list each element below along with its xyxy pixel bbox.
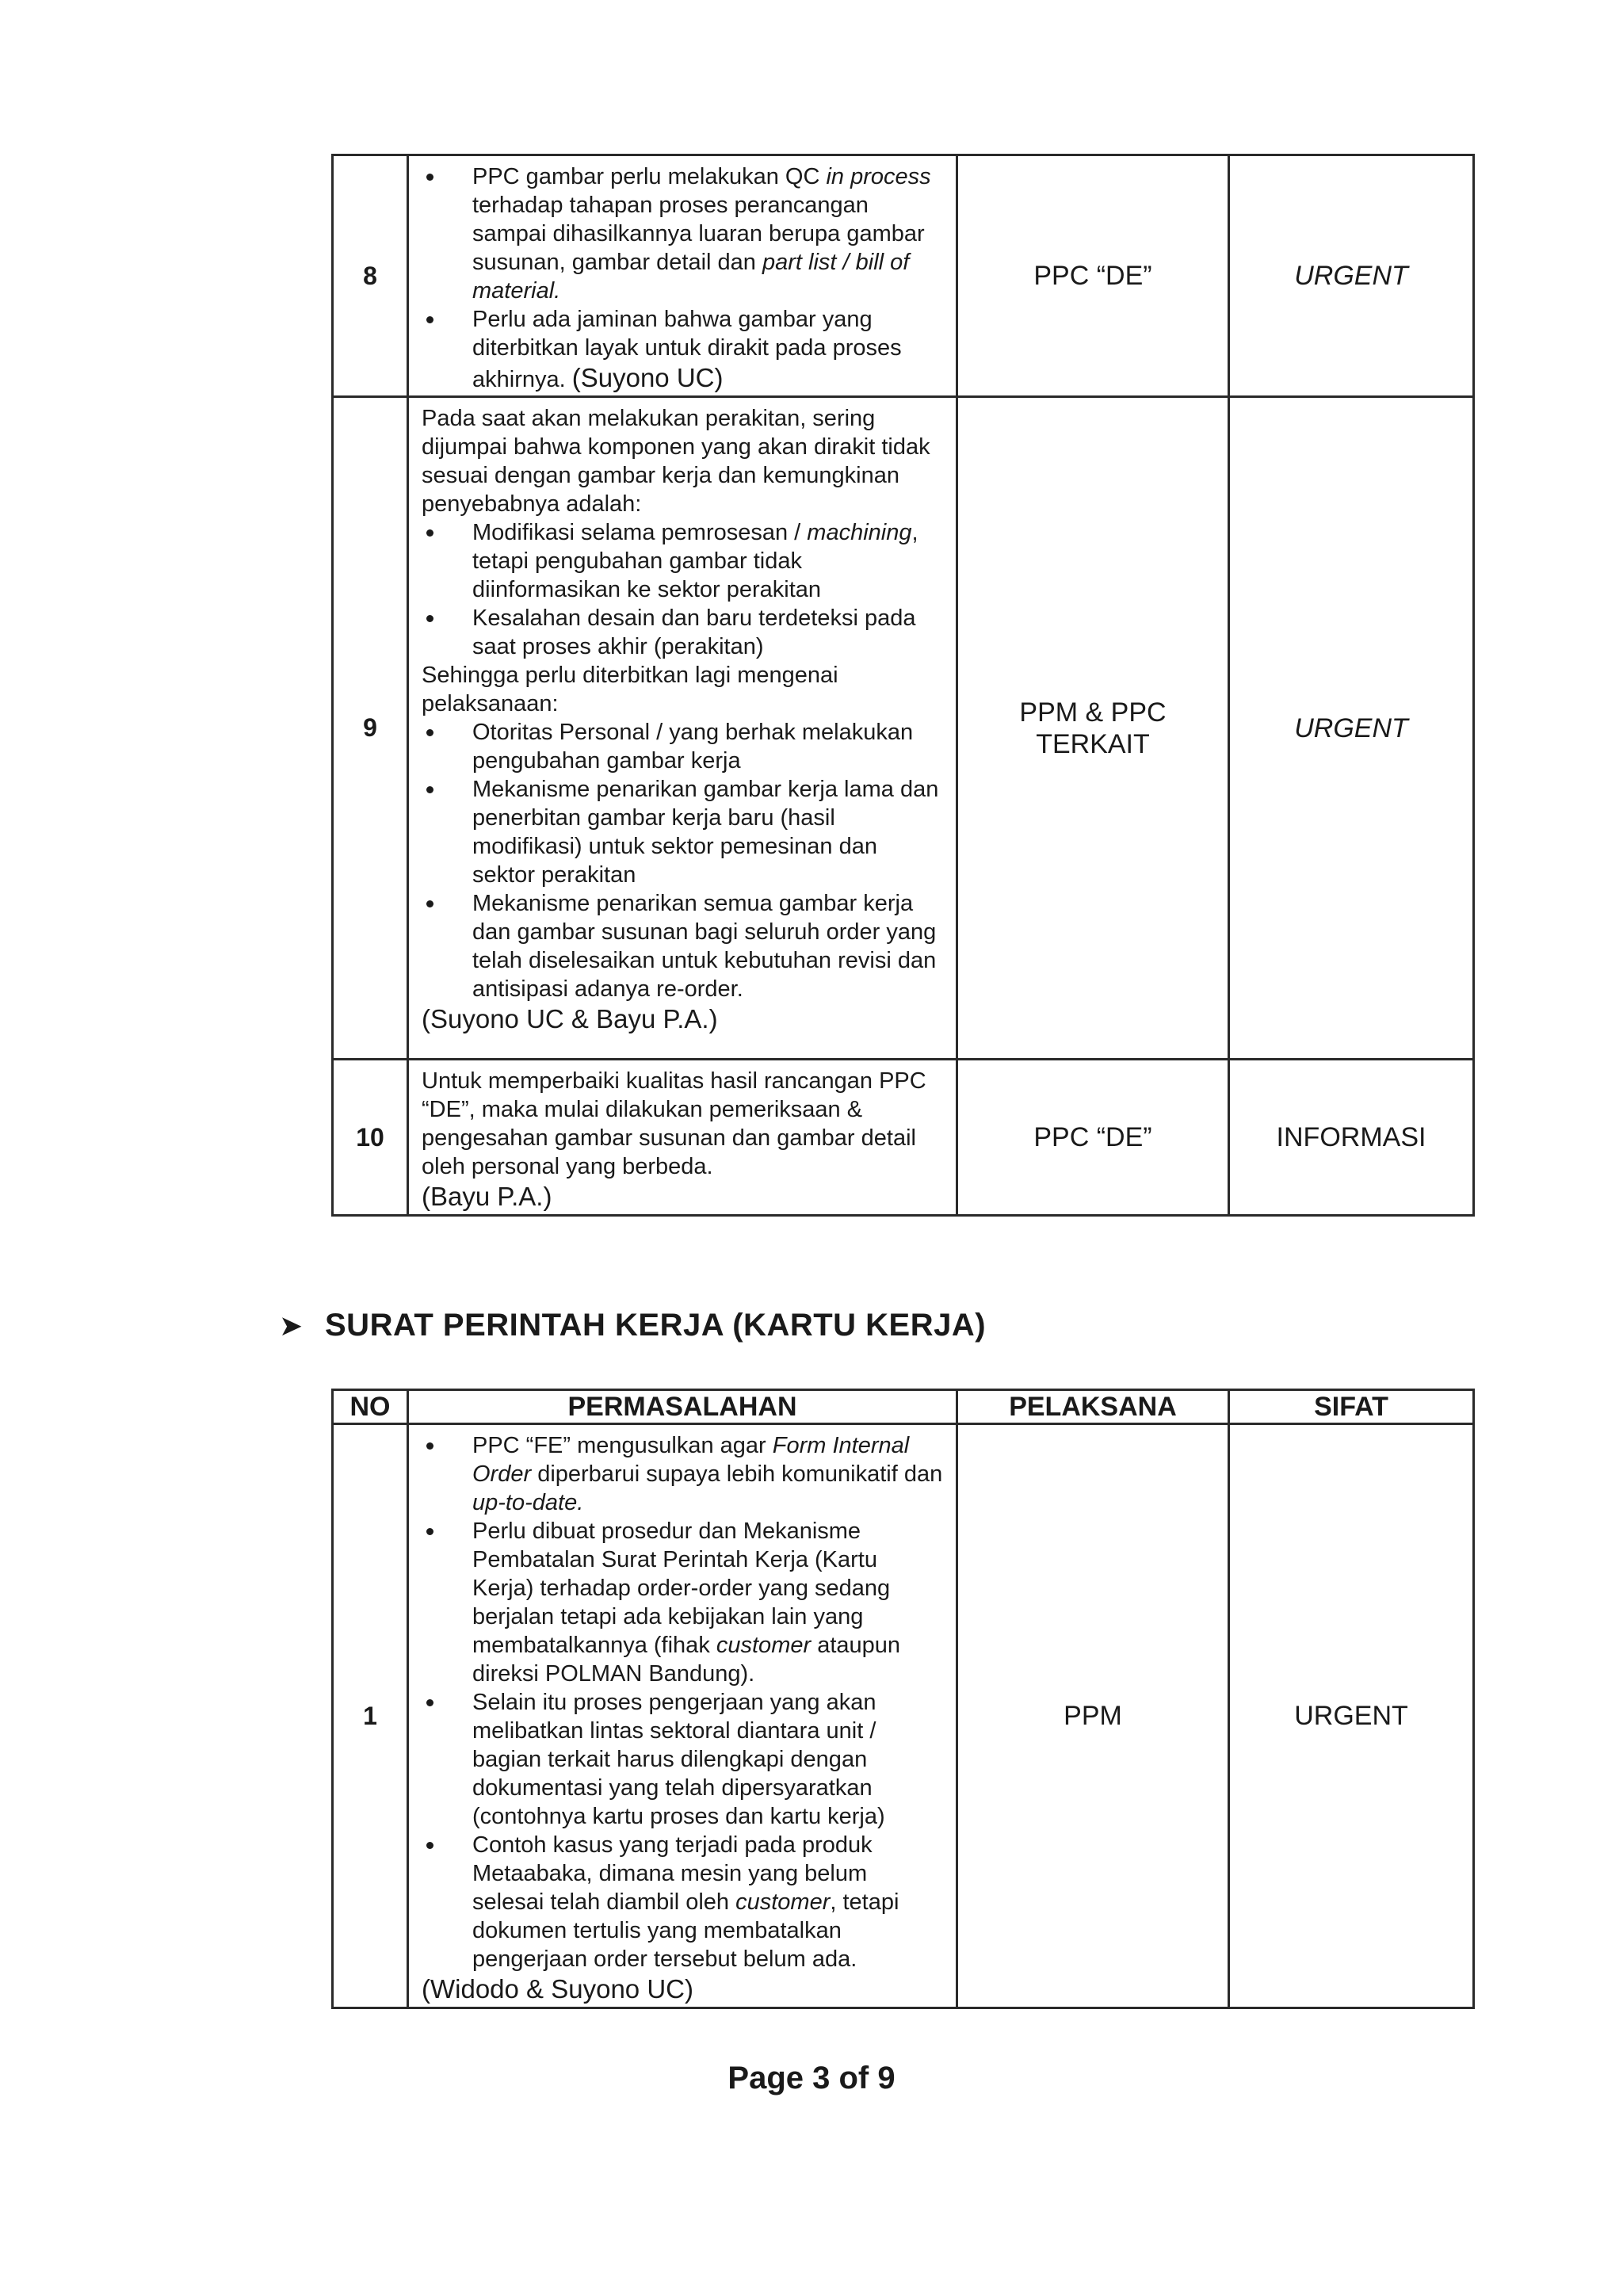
sifat-cell: URGENT [1229, 397, 1474, 1060]
table-row [333, 1424, 1474, 2008]
list-item: PPC “FE” mengusulkan agar Form Internal Order diperbarui supaya lebih komunikatif dan up-to-date. [422, 1431, 945, 1517]
pelaksana-cell: PPC “DE” [957, 155, 1229, 397]
italic-term: machining [807, 520, 912, 545]
permasalahan-cell [408, 397, 957, 1060]
italic-term: customer [735, 1889, 831, 1915]
sifat-cell: INFORMASI [1229, 1060, 1474, 1216]
list-item: Contoh kasus yang terjadi pada produk Metaabaka, dimana mesin yang belum selesai telah diambil oleh customer, tetapi dokumen tertulis yang membatalkan pengerjaan order tersebut belum ada. [422, 1831, 945, 1973]
pelaksana-cell [957, 397, 1229, 1060]
signature: (Bayu P.A.) [422, 1182, 552, 1211]
middle-text: Sehingga perlu diterbitkan lagi mengenai pelaksanaan: [422, 663, 838, 716]
italic-term: customer [716, 1633, 812, 1658]
table-header-row [333, 1390, 1474, 1424]
list-item: Mekanisme penarikan gambar kerja lama dan penerbitan gambar kerja baru (hasil modifikasi) untuk sektor pemesinan dan sektor perakitan [422, 775, 945, 889]
list-item: Kesalahan desain dan baru terdeteksi pada saat proses akhir (perakitan) [422, 604, 945, 661]
row-number: 1 [333, 1424, 408, 2008]
sifat-cell: URGENT [1229, 1424, 1474, 2008]
pelaksana-line: TERKAIT [1036, 728, 1150, 759]
description-text: Untuk memperbaiki kualitas hasil rancangan PPC “DE”, maka mulai dilakukan pemeriksaan & pengesahan gambar susunan dan gambar detail oleh personal yang berbeda. [422, 1068, 926, 1179]
row-number: 10 [333, 1060, 408, 1216]
table-row [333, 1060, 1474, 1216]
row-number: 9 [333, 397, 408, 1060]
signature: (Widodo & Suyono UC) [422, 1974, 693, 2004]
bullet-list [422, 518, 945, 661]
pelaksana-line: PPM & PPC [1019, 697, 1167, 728]
header-permasalahan: PERMASALAHAN [408, 1390, 957, 1424]
bullet-list [422, 718, 945, 1003]
permasalahan-cell [408, 155, 957, 397]
italic-term: up-to-date. [472, 1490, 584, 1515]
list-item: Perlu dibuat prosedur dan Mekanisme Pembatalan Surat Perintah Kerja (Kartu Kerja) terhadap order-order yang sedang berjalan tetapi ada kebijakan lain yang membatalkannya (fihak customer ataupun direksi POLMAN Bandung). [422, 1517, 945, 1688]
header-sifat: SIFAT [1229, 1390, 1474, 1424]
italic-term: in process [826, 164, 931, 189]
header-pelaksana: PELAKSANA [957, 1390, 1229, 1424]
header-no: NO [333, 1390, 408, 1424]
list-item: PPC gambar perlu melakukan QC in process terhadap tahapan proses perancangan sampai dihasilkannya luaran berupa gambar susunan, gambar detail dan part list / bill of material. [422, 162, 945, 305]
table-row [333, 155, 1474, 397]
sifat-cell: URGENT [1229, 155, 1474, 397]
list-item: Otoritas Personal / yang berhak melakukan pengubahan gambar kerja [422, 718, 945, 775]
row-number: 8 [333, 155, 408, 397]
signature: (Suyono UC) [571, 363, 724, 392]
permasalahan-cell [408, 1060, 957, 1216]
italic-term: part list / bill of material. [472, 250, 910, 304]
pelaksana-cell: PPM [957, 1424, 1229, 2008]
permasalahan-cell [408, 1424, 957, 2008]
intro-text: Pada saat akan melakukan perakitan, sering dijumpai bahwa komponen yang akan dirakit tidak sesuai dengan gambar kerja dan kemungkinan penyebabnya adalah: [422, 406, 930, 517]
list-item: Perlu ada jaminan bahwa gambar yang diterbitkan layak untuk dirakit pada proses akhirnya. (Suyono UC) [422, 305, 945, 394]
italic-term: Form Internal Order [472, 1433, 910, 1487]
list-item: Selain itu proses pengerjaan yang akan melibatkan lintas sektoral diantara unit / bagian terkait harus dilengkapi dengan dokumentasi yang telah dipersyaratkan (contohnya kartu proses dan kartu kerja) [422, 1688, 945, 1831]
table-continuation [331, 154, 1475, 1217]
pelaksana-cell: PPC “DE” [957, 1060, 1229, 1216]
signature: (Suyono UC & Bayu P.A.) [422, 1004, 718, 1033]
table-row [333, 397, 1474, 1060]
table-surat-perintah-kerja [331, 1389, 1475, 2009]
list-item: Modifikasi selama pemrosesan / machining, tetapi pengubahan gambar tidak diinformasikan ke sektor perakitan [422, 518, 945, 604]
page-number: Page 3 of 9 [727, 2061, 896, 2095]
section-title: SURAT PERINTAH KERJA (KARTU KERJA) [325, 1308, 987, 1343]
bullet-list [422, 1431, 945, 1973]
section-heading [279, 1308, 986, 1343]
list-item: Mekanisme penarikan semua gambar kerja dan gambar susunan bagi seluruh order yang telah diselesaikan untuk kebutuhan revisi dan antisipasi adanya re-order. [422, 889, 945, 1003]
bullet-list [422, 162, 945, 394]
arrow-bullet-icon: ➤ [279, 1309, 304, 1342]
